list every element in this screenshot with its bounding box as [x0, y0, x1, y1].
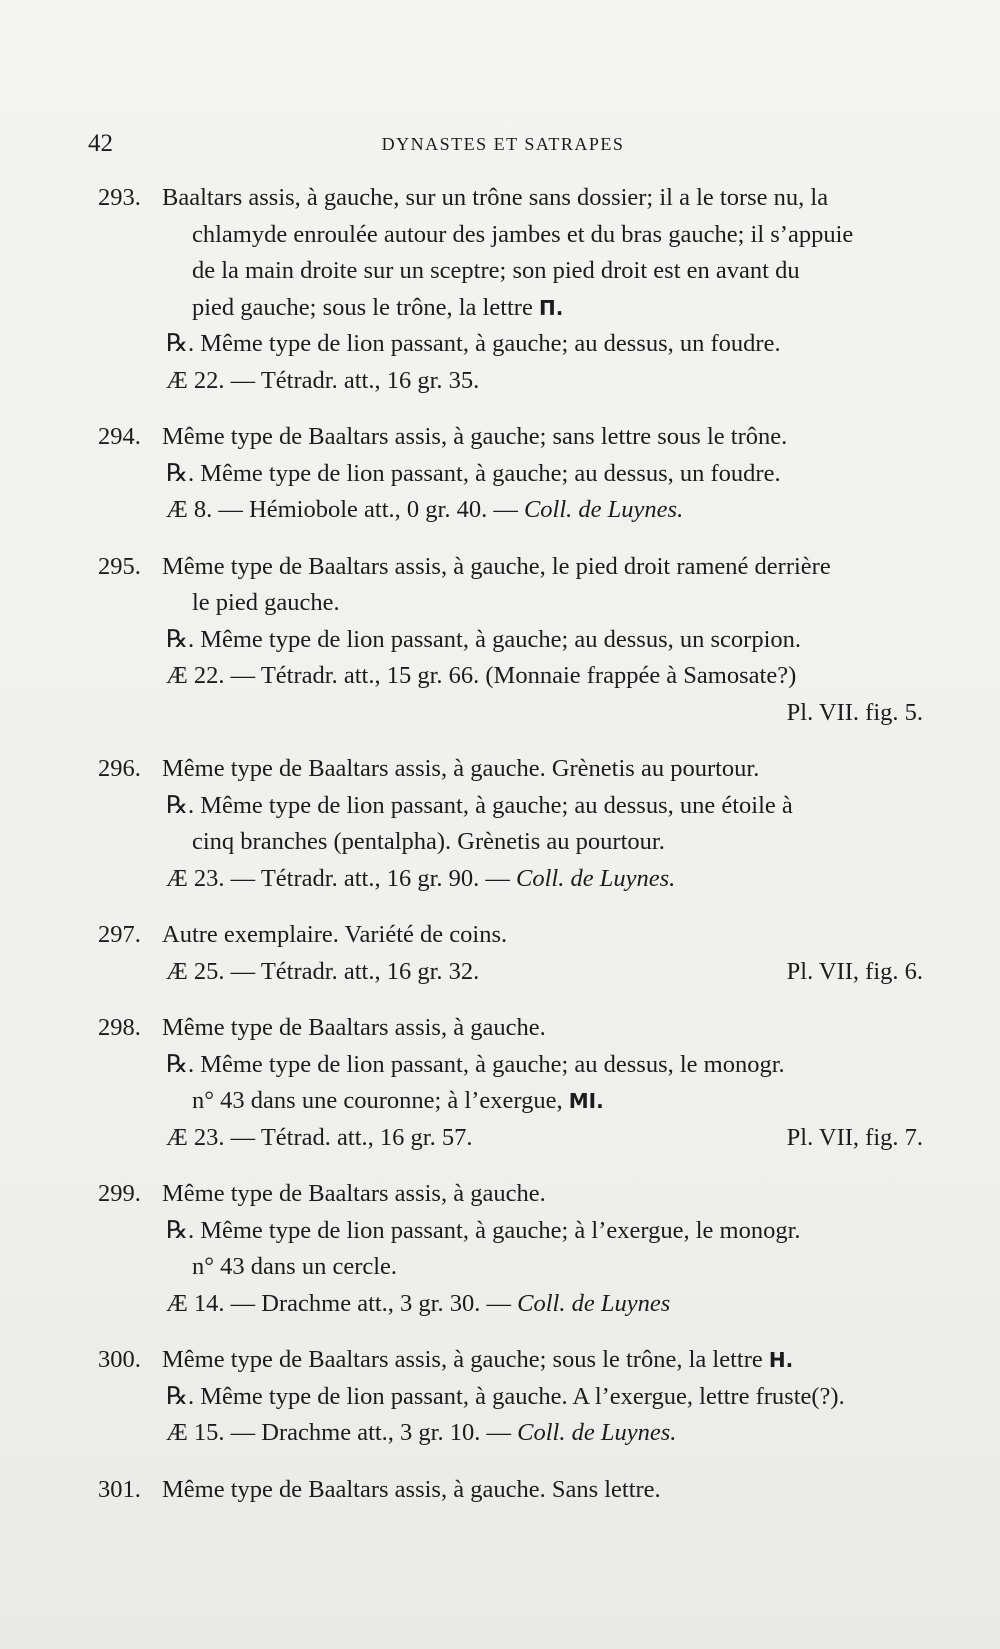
entry-number: 298.: [98, 1014, 141, 1041]
coin-metadata: Æ 25. — Tétradr. att., 16 gr. 32.: [166, 957, 480, 985]
entry-description: de la main droite sur un sceptre; son pied droit est en avant du: [192, 257, 800, 284]
coin-metadata: Æ 8. — Hémiobole att., 0 gr. 40. —: [166, 496, 518, 523]
coin-metadata: Æ 14. — Drachme att., 3 gr. 30. —: [166, 1289, 511, 1317]
plate-reference: Pl. VII, fig. 6.: [786, 957, 923, 985]
entry-number: 297.: [98, 921, 141, 948]
catalog-entry-299: [100, 1176, 925, 1322]
letter-mark: MI.: [568, 1089, 604, 1113]
coin-metadata: Æ 23. — Tétrad. att., 16 gr. 57.: [166, 1123, 473, 1151]
catalog-entry-300: [100, 1342, 925, 1452]
coin-metadata: Æ 23. — Tétradr. att., 16 gr. 90. —: [166, 864, 510, 892]
collection-name: Coll. de Luynes.: [523, 496, 684, 523]
entry-number: 294.: [98, 423, 141, 450]
reverse-description: n° 43 dans une couronne; à l’exergue,: [192, 1087, 563, 1114]
reverse-description: ℞. Même type de lion passant, à gauche; au dessus, un scorpion.: [166, 625, 802, 653]
collection-name: Coll. de Luynes: [517, 1289, 671, 1317]
catalog-entry-301: [100, 1472, 925, 1509]
entry-number: 301.: [98, 1475, 141, 1503]
running-title: DYNASTES ET SATRAPES: [381, 134, 625, 154]
reverse-description: cinq branches (pentalpha). Grènetis au pourtour.: [192, 828, 665, 855]
entry-description: chlamyde enroulée autour des jambes et du bras gauche; il s’appuie: [192, 220, 854, 248]
entry-description: Même type de Baaltars assis, à gauche. Sans lettre.: [162, 1475, 661, 1503]
entry-description: Baaltars assis, à gauche, sur un trône sans dossier; il a le torse nu, la: [162, 184, 829, 211]
catalog-entries: [100, 180, 925, 1528]
catalog-entry-298: [100, 1010, 925, 1156]
reverse-description: ℞. Même type de lion passant, à gauche; au dessus, un foudre.: [166, 459, 781, 487]
entry-description: Même type de Baaltars assis, à gauche.: [162, 1180, 546, 1207]
reverse-description: n° 43 dans un cercle.: [192, 1253, 398, 1280]
reverse-description: ℞. Même type de lion passant, à gauche. A l’exergue, lettre fruste(?).: [166, 1382, 845, 1410]
catalog-entry-295: [100, 549, 925, 732]
plate-reference: Pl. VII, fig. 7.: [786, 1123, 923, 1151]
reverse-description: ℞. Même type de lion passant, à gauche; au dessus, un foudre.: [166, 330, 781, 357]
page-header: [88, 130, 918, 164]
collection-name: Coll. de Luynes.: [517, 1419, 677, 1446]
plate-reference: Pl. VII. fig. 5.: [786, 698, 923, 726]
reverse-description: ℞. Même type de lion passant, à gauche; au dessus, une étoile à: [166, 791, 793, 819]
entry-description: Même type de Baaltars assis, à gauche, le pied droit ramené derrière: [162, 552, 831, 580]
entry-description: le pied gauche.: [192, 589, 340, 616]
coin-metadata: Æ 22. — Tétradr. att., 16 gr. 35.: [166, 366, 480, 394]
reverse-description: ℞. Même type de lion passant, à gauche; à l’exergue, le monogr.: [166, 1216, 801, 1244]
entry-description: Même type de Baaltars assis, à gauche. Grènetis au pourtour.: [162, 755, 760, 782]
entry-number: 300.: [98, 1346, 141, 1373]
entry-description: pied gauche; sous le trône, la lettre: [192, 293, 533, 321]
coin-metadata: Æ 22. — Tétradr. att., 15 gr. 66. (Monnaie frappée à Samosate?): [166, 662, 797, 689]
entry-description: Même type de Baaltars assis, à gauche; sans lettre sous le trône.: [162, 423, 788, 450]
entry-description: Même type de Baaltars assis, à gauche.: [162, 1014, 546, 1041]
entry-description: Autre exemplaire. Variété de coins.: [162, 921, 508, 948]
letter-mark: Π.: [538, 295, 564, 320]
catalog-entry-294: [100, 419, 925, 529]
collection-name: Coll. de Luynes.: [516, 864, 676, 892]
letter-mark: H.: [768, 1348, 794, 1372]
catalog-entry-297: [100, 917, 925, 990]
catalog-entry-293: [100, 180, 925, 399]
entry-number: 293.: [98, 184, 141, 211]
coin-metadata: Æ 15. — Drachme att., 3 gr. 10. —: [166, 1419, 511, 1446]
catalog-entry-296: [100, 751, 925, 897]
entry-number: 296.: [98, 755, 141, 782]
entry-number: 295.: [98, 552, 141, 580]
reverse-description: ℞. Même type de lion passant, à gauche; au dessus, le monogr.: [166, 1050, 785, 1078]
page-number: 42: [88, 130, 113, 157]
entry-description: Même type de Baaltars assis, à gauche; sous le trône, la lettre: [162, 1346, 763, 1373]
entry-number: 299.: [98, 1180, 141, 1207]
